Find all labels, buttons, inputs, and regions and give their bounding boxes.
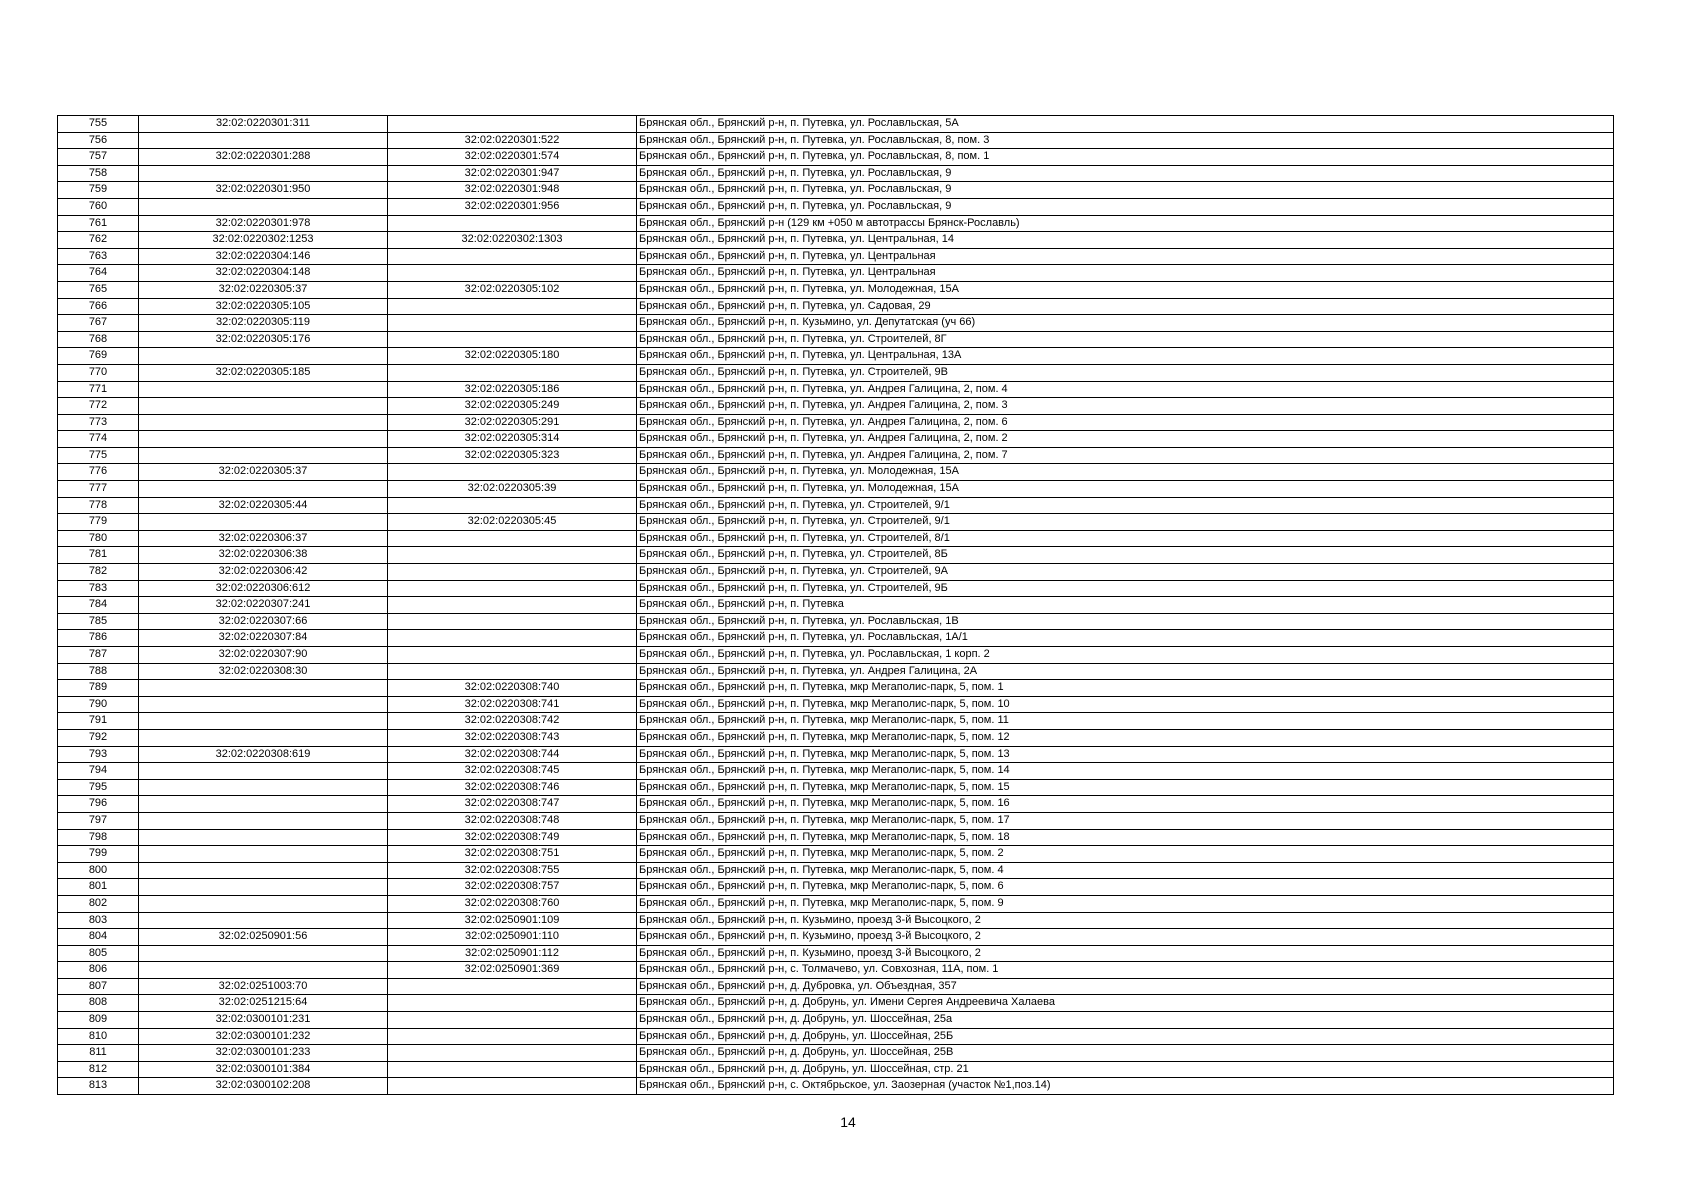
related-cadastral-number-cell: 32:02:0220308:744	[388, 746, 637, 763]
related-cadastral-number-cell: 32:02:0250901:110	[388, 929, 637, 946]
cadastral-number-cell	[139, 962, 388, 979]
cadastral-number-cell	[139, 414, 388, 431]
table-row	[58, 182, 1614, 199]
row-number-cell: 755	[58, 116, 139, 133]
cadastral-number-cell: 32:02:0220305:37	[139, 464, 388, 481]
address-cell: Брянская обл., Брянский р-н, п. Путевка, ул. Андрея Галицина, 2, пом. 6	[637, 414, 1614, 431]
cadastral-number-cell: 32:02:0220304:148	[139, 265, 388, 282]
address-cell: Брянская обл., Брянский р-н, п. Путевка, ул. Андрея Галицина, 2, пом. 3	[637, 398, 1614, 415]
cadastral-number-cell	[139, 447, 388, 464]
related-cadastral-number-cell: 32:02:0220305:249	[388, 398, 637, 415]
row-number-cell: 767	[58, 315, 139, 332]
related-cadastral-number-cell: 32:02:0220308:755	[388, 862, 637, 879]
address-cell: Брянская обл., Брянский р-н, п. Кузьмино, проезд 3-й Высоцкого, 2	[637, 945, 1614, 962]
related-cadastral-number-cell: 32:02:0220308:748	[388, 812, 637, 829]
table-row	[58, 348, 1614, 365]
table-row	[58, 248, 1614, 265]
address-cell: Брянская обл., Брянский р-н, п. Путевка, ул. Рославльская, 9	[637, 165, 1614, 182]
cadastral-number-cell: 32:02:0220305:176	[139, 331, 388, 348]
row-number-cell: 769	[58, 348, 139, 365]
table-row	[58, 315, 1614, 332]
row-number-cell: 804	[58, 929, 139, 946]
cadastral-number-cell	[139, 165, 388, 182]
row-number-cell: 803	[58, 912, 139, 929]
address-cell: Брянская обл., Брянский р-н, п. Путевка, ул. Садовая, 29	[637, 298, 1614, 315]
related-cadastral-number-cell	[388, 215, 637, 232]
related-cadastral-number-cell	[388, 547, 637, 564]
cadastral-number-cell: 32:02:0220306:37	[139, 530, 388, 547]
related-cadastral-number-cell	[388, 1045, 637, 1062]
address-cell: Брянская обл., Брянский р-н, с. Октябрьское, ул. Заозерная (участок №1,поз.14)	[637, 1078, 1614, 1095]
related-cadastral-number-cell: 32:02:0220308:741	[388, 696, 637, 713]
address-cell: Брянская обл., Брянский р-н, п. Путевка, мкр Мегаполис-парк, 5, пом. 10	[637, 696, 1614, 713]
table-row	[58, 1012, 1614, 1029]
address-cell: Брянская обл., Брянский р-н, п. Путевка, ул. Рославльская, 9	[637, 198, 1614, 215]
related-cadastral-number-cell	[388, 116, 637, 133]
related-cadastral-number-cell: 32:02:0220308:760	[388, 895, 637, 912]
address-cell: Брянская обл., Брянский р-н, п. Путевка, ул. Строителей, 9В	[637, 364, 1614, 381]
related-cadastral-number-cell	[388, 580, 637, 597]
table-row	[58, 265, 1614, 282]
row-number-cell: 786	[58, 630, 139, 647]
address-cell: Брянская обл., Брянский р-н, п. Путевка, ул. Рославльская, 1В	[637, 613, 1614, 630]
row-number-cell: 766	[58, 298, 139, 315]
address-cell: Брянская обл., Брянский р-н, п. Путевка, мкр Мегаполис-парк, 5, пом. 4	[637, 862, 1614, 879]
cadastral-number-cell	[139, 879, 388, 896]
address-cell: Брянская обл., Брянский р-н, п. Путевка, ул. Рославльская, 1 корп. 2	[637, 647, 1614, 664]
cadastral-number-cell: 32:02:0220306:38	[139, 547, 388, 564]
table-row	[58, 149, 1614, 166]
related-cadastral-number-cell	[388, 248, 637, 265]
address-cell: Брянская обл., Брянский р-н, п. Путевка, ул. Центральная	[637, 265, 1614, 282]
table-row	[58, 613, 1614, 630]
row-number-cell: 784	[58, 597, 139, 614]
related-cadastral-number-cell: 32:02:0220308:757	[388, 879, 637, 896]
related-cadastral-number-cell	[388, 597, 637, 614]
cadastral-number-cell	[139, 763, 388, 780]
row-number-cell: 759	[58, 182, 139, 199]
row-number-cell: 765	[58, 281, 139, 298]
table-row	[58, 696, 1614, 713]
related-cadastral-number-cell: 32:02:0220301:956	[388, 198, 637, 215]
related-cadastral-number-cell: 32:02:0220308:745	[388, 763, 637, 780]
table-row	[58, 862, 1614, 879]
table-row	[58, 663, 1614, 680]
table-row	[58, 232, 1614, 249]
row-number-cell: 806	[58, 962, 139, 979]
row-number-cell: 800	[58, 862, 139, 879]
table-row	[58, 514, 1614, 531]
related-cadastral-number-cell	[388, 1012, 637, 1029]
address-cell: Брянская обл., Брянский р-н, д. Дубровка, ул. Объездная, 357	[637, 978, 1614, 995]
cadastral-number-cell: 32:02:0220305:105	[139, 298, 388, 315]
table-row	[58, 431, 1614, 448]
table-row	[58, 796, 1614, 813]
address-cell: Брянская обл., Брянский р-н, п. Путевка, мкр Мегаполис-парк, 5, пом. 12	[637, 729, 1614, 746]
cadastral-number-cell: 32:02:0220305:185	[139, 364, 388, 381]
cadastral-number-cell	[139, 779, 388, 796]
address-cell: Брянская обл., Брянский р-н, п. Путевка, ул. Андрея Галицина, 2, пом. 4	[637, 381, 1614, 398]
table-row	[58, 713, 1614, 730]
row-number-cell: 760	[58, 198, 139, 215]
address-cell: Брянская обл., Брянский р-н, п. Путевка, ул. Молодежная, 15А	[637, 481, 1614, 498]
cadastral-number-cell	[139, 398, 388, 415]
related-cadastral-number-cell	[388, 315, 637, 332]
table-row	[58, 497, 1614, 514]
related-cadastral-number-cell	[388, 564, 637, 581]
cadastral-number-cell: 32:02:0220301:950	[139, 182, 388, 199]
row-number-cell: 805	[58, 945, 139, 962]
related-cadastral-number-cell	[388, 497, 637, 514]
row-number-cell: 808	[58, 995, 139, 1012]
address-cell: Брянская обл., Брянский р-н, п. Путевка, ул. Центральная, 14	[637, 232, 1614, 249]
address-cell: Брянская обл., Брянский р-н, п. Путевка, мкр Мегаполис-парк, 5, пом. 15	[637, 779, 1614, 796]
table-row	[58, 1045, 1614, 1062]
related-cadastral-number-cell: 32:02:0220305:314	[388, 431, 637, 448]
table-row	[58, 132, 1614, 149]
related-cadastral-number-cell: 32:02:0220308:742	[388, 713, 637, 730]
related-cadastral-number-cell	[388, 530, 637, 547]
cadastral-table	[57, 115, 1614, 1095]
related-cadastral-number-cell	[388, 647, 637, 664]
address-cell: Брянская обл., Брянский р-н, п. Кузьмино, проезд 3-й Высоцкого, 2	[637, 912, 1614, 929]
cadastral-number-cell: 32:02:0220307:241	[139, 597, 388, 614]
cadastral-number-cell: 32:02:0220301:978	[139, 215, 388, 232]
table-row	[58, 547, 1614, 564]
cadastral-number-cell: 32:02:0220307:84	[139, 630, 388, 647]
row-number-cell: 810	[58, 1028, 139, 1045]
cadastral-number-cell: 32:02:0251003:70	[139, 978, 388, 995]
table-row	[58, 763, 1614, 780]
related-cadastral-number-cell: 32:02:0220308:746	[388, 779, 637, 796]
row-number-cell: 775	[58, 447, 139, 464]
address-cell: Брянская обл., Брянский р-н, п. Путевка, мкр Мегаполис-парк, 5, пом. 18	[637, 829, 1614, 846]
cadastral-number-cell	[139, 729, 388, 746]
address-cell: Брянская обл., Брянский р-н, п. Путевка	[637, 597, 1614, 614]
table-row	[58, 298, 1614, 315]
cadastral-number-cell: 32:02:0220305:37	[139, 281, 388, 298]
row-number-cell: 788	[58, 663, 139, 680]
address-cell: Брянская обл., Брянский р-н, п. Путевка, мкр Мегаполис-парк, 5, пом. 17	[637, 812, 1614, 829]
related-cadastral-number-cell: 32:02:0220308:747	[388, 796, 637, 813]
address-cell: Брянская обл., Брянский р-н, п. Путевка, ул. Строителей, 9Б	[637, 580, 1614, 597]
related-cadastral-number-cell: 32:02:0220305:180	[388, 348, 637, 365]
address-cell: Брянская обл., Брянский р-н, п. Путевка, ул. Строителей, 9А	[637, 564, 1614, 581]
table-row	[58, 962, 1614, 979]
cadastral-number-cell: 32:02:0220305:44	[139, 497, 388, 514]
address-cell: Брянская обл., Брянский р-н, п. Путевка, ул. Строителей, 8/1	[637, 530, 1614, 547]
address-cell: Брянская обл., Брянский р-н, п. Путевка, ул. Рославльская, 5А	[637, 116, 1614, 133]
related-cadastral-number-cell	[388, 995, 637, 1012]
address-cell: Брянская обл., Брянский р-н, п. Путевка, мкр Мегаполис-парк, 5, пом. 14	[637, 763, 1614, 780]
address-cell: Брянская обл., Брянский р-н, п. Путевка, мкр Мегаполис-парк, 5, пом. 1	[637, 680, 1614, 697]
related-cadastral-number-cell: 32:02:0220308:751	[388, 846, 637, 863]
table-row	[58, 381, 1614, 398]
cadastral-number-cell	[139, 198, 388, 215]
related-cadastral-number-cell: 32:02:0250901:109	[388, 912, 637, 929]
address-cell: Брянская обл., Брянский р-н, п. Путевка, ул. Рославльская, 8, пом. 3	[637, 132, 1614, 149]
table-row	[58, 464, 1614, 481]
related-cadastral-number-cell: 32:02:0220305:291	[388, 414, 637, 431]
address-cell: Брянская обл., Брянский р-н, п. Путевка, ул. Молодежная, 15А	[637, 281, 1614, 298]
table-row	[58, 1078, 1614, 1095]
row-number-cell: 792	[58, 729, 139, 746]
related-cadastral-number-cell	[388, 331, 637, 348]
address-cell: Брянская обл., Брянский р-н, п. Кузьмино, ул. Депутатская (уч 66)	[637, 315, 1614, 332]
address-cell: Брянская обл., Брянский р-н, п. Путевка, мкр Мегаполис-парк, 5, пом. 9	[637, 895, 1614, 912]
row-number-cell: 787	[58, 647, 139, 664]
row-number-cell: 770	[58, 364, 139, 381]
row-number-cell: 768	[58, 331, 139, 348]
table-row	[58, 364, 1614, 381]
table-row	[58, 829, 1614, 846]
row-number-cell: 772	[58, 398, 139, 415]
address-cell: Брянская обл., Брянский р-н, п. Путевка, ул. Рославльская, 1А/1	[637, 630, 1614, 647]
row-number-cell: 758	[58, 165, 139, 182]
table-row	[58, 729, 1614, 746]
row-number-cell: 774	[58, 431, 139, 448]
table-row	[58, 995, 1614, 1012]
address-cell: Брянская обл., Брянский р-н, д. Добрунь, ул. Шоссейная, 25Б	[637, 1028, 1614, 1045]
address-cell: Брянская обл., Брянский р-н, п. Путевка, ул. Центральная	[637, 248, 1614, 265]
row-number-cell: 761	[58, 215, 139, 232]
table-row	[58, 812, 1614, 829]
row-number-cell: 812	[58, 1061, 139, 1078]
cadastral-number-cell	[139, 912, 388, 929]
table-row	[58, 630, 1614, 647]
table-body	[58, 116, 1614, 1095]
table-row	[58, 447, 1614, 464]
row-number-cell: 789	[58, 680, 139, 697]
address-cell: Брянская обл., Брянский р-н, д. Добрунь, ул. Шоссейная, стр. 21	[637, 1061, 1614, 1078]
cadastral-number-cell	[139, 381, 388, 398]
cadastral-number-cell: 32:02:0251215:64	[139, 995, 388, 1012]
table-row	[58, 165, 1614, 182]
related-cadastral-number-cell: 32:02:0220301:947	[388, 165, 637, 182]
row-number-cell: 795	[58, 779, 139, 796]
related-cadastral-number-cell	[388, 1061, 637, 1078]
cadastral-number-cell	[139, 713, 388, 730]
cadastral-number-cell: 32:02:0220302:1253	[139, 232, 388, 249]
address-cell: Брянская обл., Брянский р-н, п. Путевка, мкр Мегаполис-парк, 5, пом. 6	[637, 879, 1614, 896]
table-row	[58, 945, 1614, 962]
row-number-cell: 777	[58, 481, 139, 498]
row-number-cell: 799	[58, 846, 139, 863]
related-cadastral-number-cell: 32:02:0220302:1303	[388, 232, 637, 249]
row-number-cell: 779	[58, 514, 139, 531]
table-row	[58, 597, 1614, 614]
row-number-cell: 798	[58, 829, 139, 846]
row-number-cell: 809	[58, 1012, 139, 1029]
related-cadastral-number-cell	[388, 978, 637, 995]
cadastral-number-cell	[139, 514, 388, 531]
row-number-cell: 771	[58, 381, 139, 398]
cadastral-number-cell: 32:02:0220307:66	[139, 613, 388, 630]
related-cadastral-number-cell: 32:02:0220308:740	[388, 680, 637, 697]
cadastral-number-cell: 32:02:0220301:288	[139, 149, 388, 166]
row-number-cell: 783	[58, 580, 139, 597]
related-cadastral-number-cell: 32:02:0220301:522	[388, 132, 637, 149]
address-cell: Брянская обл., Брянский р-н, п. Путевка, ул. Центральная, 13А	[637, 348, 1614, 365]
cadastral-number-cell	[139, 895, 388, 912]
cadastral-number-cell: 32:02:0300101:231	[139, 1012, 388, 1029]
address-cell: Брянская обл., Брянский р-н, п. Путевка, ул. Строителей, 8Б	[637, 547, 1614, 564]
table-row	[58, 215, 1614, 232]
address-cell: Брянская обл., Брянский р-н, п. Путевка, ул. Строителей, 8Г	[637, 331, 1614, 348]
table-row	[58, 198, 1614, 215]
address-cell: Брянская обл., Брянский р-н, д. Добрунь, ул. Имени Сергея Андреевича Халаева	[637, 995, 1614, 1012]
row-number-cell: 807	[58, 978, 139, 995]
cadastral-number-cell	[139, 796, 388, 813]
row-number-cell: 781	[58, 547, 139, 564]
row-number-cell: 785	[58, 613, 139, 630]
cadastral-number-cell: 32:02:0220308:619	[139, 746, 388, 763]
address-cell: Брянская обл., Брянский р-н, п. Путевка, ул. Рославльская, 9	[637, 182, 1614, 199]
related-cadastral-number-cell: 32:02:0220305:45	[388, 514, 637, 531]
cadastral-number-cell	[139, 862, 388, 879]
related-cadastral-number-cell	[388, 265, 637, 282]
cadastral-number-cell: 32:02:0220306:42	[139, 564, 388, 581]
cadastral-number-cell: 32:02:0220306:612	[139, 580, 388, 597]
table-row	[58, 978, 1614, 995]
address-cell: Брянская обл., Брянский р-н, п. Путевка, ул. Молодежная, 15А	[637, 464, 1614, 481]
table-row	[58, 580, 1614, 597]
address-cell: Брянская обл., Брянский р-н, п. Путевка, ул. Рославльская, 8, пом. 1	[637, 149, 1614, 166]
table-row	[58, 1028, 1614, 1045]
row-number-cell: 757	[58, 149, 139, 166]
table-row	[58, 680, 1614, 697]
row-number-cell: 793	[58, 746, 139, 763]
related-cadastral-number-cell: 32:02:0220301:574	[388, 149, 637, 166]
row-number-cell: 764	[58, 265, 139, 282]
table-row	[58, 746, 1614, 763]
related-cadastral-number-cell: 32:02:0220308:743	[388, 729, 637, 746]
cadastral-number-cell: 32:02:0220308:30	[139, 663, 388, 680]
cadastral-number-cell: 32:02:0220304:146	[139, 248, 388, 265]
table-row	[58, 779, 1614, 796]
related-cadastral-number-cell: 32:02:0220305:186	[388, 381, 637, 398]
row-number-cell: 776	[58, 464, 139, 481]
row-number-cell: 763	[58, 248, 139, 265]
table-row	[58, 481, 1614, 498]
table-row	[58, 281, 1614, 298]
table-row	[58, 929, 1614, 946]
related-cadastral-number-cell	[388, 464, 637, 481]
related-cadastral-number-cell: 32:02:0220305:39	[388, 481, 637, 498]
table-row	[58, 846, 1614, 863]
cadastral-number-cell: 32:02:0300101:233	[139, 1045, 388, 1062]
row-number-cell: 773	[58, 414, 139, 431]
table-row	[58, 414, 1614, 431]
table-row	[58, 116, 1614, 133]
row-number-cell: 791	[58, 713, 139, 730]
address-cell: Брянская обл., Брянский р-н, д. Добрунь, ул. Шоссейная, 25а	[637, 1012, 1614, 1029]
address-cell: Брянская обл., Брянский р-н, п. Путевка, ул. Андрея Галицина, 2, пом. 7	[637, 447, 1614, 464]
cadastral-number-cell	[139, 680, 388, 697]
row-number-cell: 756	[58, 132, 139, 149]
related-cadastral-number-cell: 32:02:0220305:102	[388, 281, 637, 298]
row-number-cell: 796	[58, 796, 139, 813]
row-number-cell: 782	[58, 564, 139, 581]
related-cadastral-number-cell	[388, 663, 637, 680]
address-cell: Брянская обл., Брянский р-н, п. Путевка, ул. Андрея Галицина, 2, пом. 2	[637, 431, 1614, 448]
address-cell: Брянская обл., Брянский р-н, п. Путевка, ул. Андрея Галицина, 2А	[637, 663, 1614, 680]
row-number-cell: 794	[58, 763, 139, 780]
cadastral-number-cell: 32:02:0220301:311	[139, 116, 388, 133]
address-cell: Брянская обл., Брянский р-н, п. Путевка, мкр Мегаполис-парк, 5, пом. 16	[637, 796, 1614, 813]
table-row	[58, 912, 1614, 929]
related-cadastral-number-cell	[388, 298, 637, 315]
address-cell: Брянская обл., Брянский р-н, п. Путевка, ул. Строителей, 9/1	[637, 514, 1614, 531]
table-row	[58, 564, 1614, 581]
table-row	[58, 398, 1614, 415]
related-cadastral-number-cell: 32:02:0250901:112	[388, 945, 637, 962]
table-row	[58, 647, 1614, 664]
address-cell: Брянская обл., Брянский р-н, п. Кузьмино, проезд 3-й Высоцкого, 2	[637, 929, 1614, 946]
page-number: 14	[840, 1114, 856, 1130]
row-number-cell: 813	[58, 1078, 139, 1095]
related-cadastral-number-cell	[388, 613, 637, 630]
row-number-cell: 762	[58, 232, 139, 249]
address-cell: Брянская обл., Брянский р-н, п. Путевка, мкр Мегаполис-парк, 5, пом. 2	[637, 846, 1614, 863]
address-cell: Брянская обл., Брянский р-н, с. Толмачево, ул. Совхозная, 11А, пом. 1	[637, 962, 1614, 979]
cadastral-number-cell: 32:02:0300101:232	[139, 1028, 388, 1045]
table-row	[58, 879, 1614, 896]
row-number-cell: 801	[58, 879, 139, 896]
cadastral-number-cell: 32:02:0300102:208	[139, 1078, 388, 1095]
related-cadastral-number-cell	[388, 1078, 637, 1095]
cadastral-number-cell: 32:02:0250901:56	[139, 929, 388, 946]
row-number-cell: 790	[58, 696, 139, 713]
cadastral-number-cell	[139, 846, 388, 863]
related-cadastral-number-cell: 32:02:0220308:749	[388, 829, 637, 846]
row-number-cell: 778	[58, 497, 139, 514]
cadastral-number-cell	[139, 945, 388, 962]
related-cadastral-number-cell	[388, 1028, 637, 1045]
table-row	[58, 1061, 1614, 1078]
address-cell: Брянская обл., Брянский р-н (129 км +050 м автотрассы Брянск-Рославль)	[637, 215, 1614, 232]
cadastral-number-cell	[139, 829, 388, 846]
cadastral-number-cell	[139, 481, 388, 498]
address-cell: Брянская обл., Брянский р-н, п. Путевка, мкр Мегаполис-парк, 5, пом. 11	[637, 713, 1614, 730]
table-row	[58, 895, 1614, 912]
related-cadastral-number-cell: 32:02:0220301:948	[388, 182, 637, 199]
cadastral-number-cell	[139, 431, 388, 448]
address-cell: Брянская обл., Брянский р-н, п. Путевка, мкр Мегаполис-парк, 5, пом. 13	[637, 746, 1614, 763]
cadastral-number-cell	[139, 812, 388, 829]
row-number-cell: 811	[58, 1045, 139, 1062]
cadastral-number-cell: 32:02:0220305:119	[139, 315, 388, 332]
address-cell: Брянская обл., Брянский р-н, д. Добрунь, ул. Шоссейная, 25В	[637, 1045, 1614, 1062]
cadastral-number-cell: 32:02:0300101:384	[139, 1061, 388, 1078]
cadastral-number-cell	[139, 132, 388, 149]
cadastral-number-cell	[139, 696, 388, 713]
related-cadastral-number-cell: 32:02:0250901:369	[388, 962, 637, 979]
cadastral-number-cell	[139, 348, 388, 365]
related-cadastral-number-cell: 32:02:0220305:323	[388, 447, 637, 464]
cadastral-number-cell: 32:02:0220307:90	[139, 647, 388, 664]
related-cadastral-number-cell	[388, 630, 637, 647]
related-cadastral-number-cell	[388, 364, 637, 381]
address-cell: Брянская обл., Брянский р-н, п. Путевка, ул. Строителей, 9/1	[637, 497, 1614, 514]
table-row	[58, 530, 1614, 547]
row-number-cell: 780	[58, 530, 139, 547]
row-number-cell: 802	[58, 895, 139, 912]
table-row	[58, 331, 1614, 348]
row-number-cell: 797	[58, 812, 139, 829]
